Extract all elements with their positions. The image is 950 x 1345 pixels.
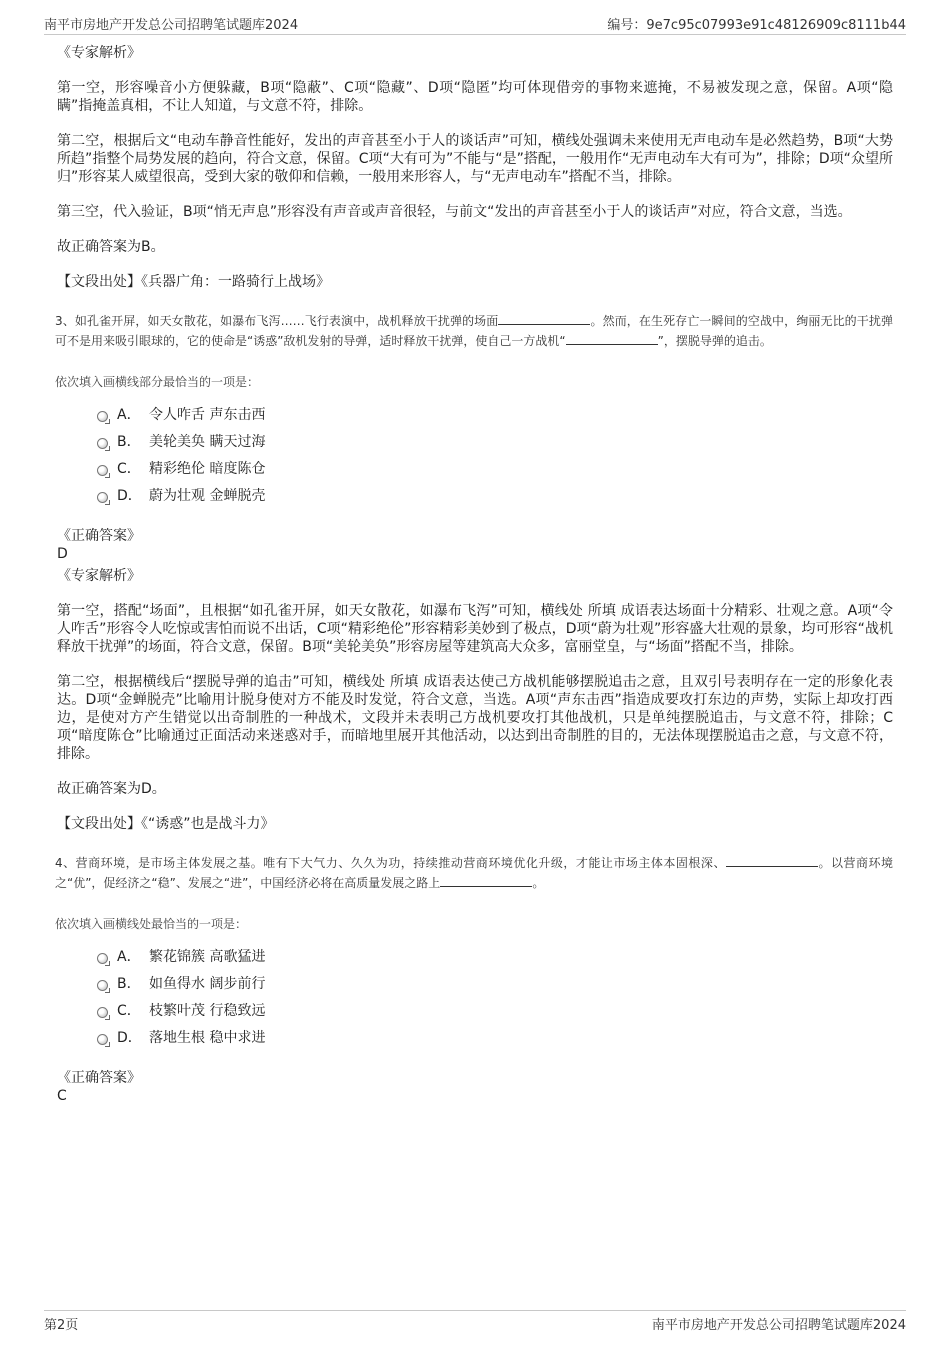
option-letter: B． [117,976,141,992]
analysis-paragraph: 第一空，形容噪音小方便躲藏，B项“隐蔽”、C项“隐藏”、D项“隐匿”均可体现借旁的事物来遮掩，不易被发现之意，保留。A项“隐瞒”指掩盖真相，不让人知道，与文意不符，排除。 [57,80,893,114]
question-instruction: 依次填入画横线部分最恰当的一项是： [55,375,260,389]
source-citation: 【文段出处】《“诱惑”也是战斗力》 [57,816,275,832]
option-c[interactable] [57,459,893,486]
option-c[interactable] [57,1001,893,1028]
radio-icon[interactable] [97,492,108,503]
question-text-part: 。然而，在生死存亡一瞬间的空战中，绚丽无比的干扰弹可不是用来吸引眼球的，它的使命是“诱惑”敌机发射的导弹，适时释放干扰弹，使自己一方战机“ [55,314,893,348]
fill-blank [498,312,590,325]
page-number: 第2页 [44,1318,79,1333]
document-body [57,44,893,1109]
header-serial-number: 编号：9e7c95c07993e91c48126909c8111b44 [607,18,906,33]
option-text: 美轮美奂 瞒天过海 [149,434,266,450]
source-citation: 【文段出处】《兵器广角：一路骑行上战场》 [57,274,330,290]
question-3-text [55,311,893,351]
option-text: 繁花锦簇 高歌猛进 [149,949,266,965]
option-d[interactable] [57,1028,893,1055]
answer-heading: 《正确答案》 [57,1070,141,1086]
option-letter: A． [117,407,141,423]
page-header [44,14,906,34]
analysis-paragraph: 第二空，根据后文“电动车静音性能好，发出的声音甚至小于人的谈话声”可知，横线处强调未来使用无声电动车是必然趋势，B项“大势所趋”指整个局势发展的趋向，符合文意，保留。C项“大有可为”不能与“是”搭配，一般用作“无声电动车大有可为”，排除；D项“众望所归”形容某人威望很高，受到大家的敬仰和信赖，一般用来形容人，与“无声电动车”搭配不当，排除。 [57,133,893,185]
option-text: 令人咋舌 声东击西 [149,407,266,423]
option-letter: D． [117,1030,142,1046]
fill-blank [566,332,658,345]
footer-title: 南平市房地产开发总公司招聘笔试题库2024 [651,1318,906,1333]
radio-icon[interactable] [97,953,108,964]
question-text-part: ”，摆脱导弹的追击。 [657,334,772,348]
fill-blank [726,854,818,867]
option-d[interactable] [57,486,893,513]
answer-conclusion: 故正确答案为B。 [57,239,165,255]
analysis-paragraph: 第三空，代入验证，B项“悄无声息”形容没有声音或声音很轻，与前文“发出的声音甚至小于人的谈话声”对应，符合文意，当选。 [57,204,852,220]
option-text: 枝繁叶茂 行稳致远 [149,1003,266,1019]
option-a[interactable] [57,947,893,974]
option-b[interactable] [57,432,893,459]
header-title: 南平市房地产开发总公司招聘笔试题库2024 [44,18,299,33]
answer-value: D [57,546,68,562]
option-text: 精彩绝伦 暗度陈仓 [149,461,266,477]
option-a[interactable] [57,405,893,432]
answer-heading: 《正确答案》 [57,528,141,544]
answer-value: C [57,1088,67,1104]
option-letter: C． [117,1003,141,1019]
radio-icon[interactable] [97,1007,108,1018]
radio-icon[interactable] [97,411,108,422]
option-b[interactable] [57,974,893,1001]
option-letter: C． [117,461,141,477]
radio-icon[interactable] [97,1034,108,1045]
option-text: 蔚为壮观 金蝉脱壳 [149,488,266,504]
question-text-part: 4、营商环境，是市场主体发展之基。唯有下大气力、久久为功，持续推动营商环境优化升级，才能让市场主体本固根深、 [55,856,726,870]
analysis-heading: 《专家解析》 [57,568,141,584]
analysis-heading: 《专家解析》 [57,45,141,61]
page-footer [44,1314,906,1334]
header-divider [44,34,906,35]
radio-icon[interactable] [97,980,108,991]
fill-blank [440,874,532,887]
question-text-part: 。 [532,876,545,890]
analysis-paragraph: 第一空，搭配“场面”，且根据“如孔雀开屏，如天女散花，如瀑布飞泻”可知，横线处 所填 成语表达场面十分精彩、壮观之意。A项“令人咋舌”形容令人吃惊或害怕而说不出话，C项“精彩绝伦”形容精彩美妙到了极点，D项“蔚为壮观”形容盛大壮观的景象，均可形容“战机释放干扰弹”的场面，符合文意，保留。B项“美轮美奂”形容房屋等建筑高大众多，富丽堂皇，与“场面”搭配不当，排除。 [57,603,893,655]
footer-divider [44,1310,906,1311]
option-letter: B． [117,434,141,450]
question-text-part: 。以营商环境之“优”，促经济之“稳”、发展之“进”，中国经济必将在高质量发展之路上 [55,856,893,890]
option-letter: A． [117,949,141,965]
radio-icon[interactable] [97,465,108,476]
option-list [57,947,893,1055]
option-letter: D． [117,488,142,504]
question-instruction: 依次填入画横线处最恰当的一项是： [55,917,248,931]
radio-icon[interactable] [97,438,108,449]
option-text: 落地生根 稳中求进 [149,1030,266,1046]
analysis-paragraph: 第二空，根据横线后“摆脱导弹的追击”可知，横线处 所填 成语表达使己方战机能够摆脱追击之意，且双引号表明存在一定的形象化表达。D项“金蝉脱壳”比喻用计脱身使对方不能及时发觉，符合文意，当选。A项“声东击西”指造成要攻打东边的声势，实际上却攻打西边，是使对方产生错觉以出奇制胜的一种战术，文段并未表明己方战机要攻打其他战机，只是单纯摆脱追击，与文意不符，排除；C项“暗度陈仓”比喻通过正面活动来迷惑对手，而暗地里展开其他活动，以达到出奇制胜的目的，无法体现摆脱追击之意，与文意不符，排除。 [57,674,893,762]
answer-conclusion: 故正确答案为D。 [57,781,166,797]
question-text-part: 3、如孔雀开屏，如天女散花，如瀑布飞泻……飞行表演中，战机释放干扰弹的场面 [55,314,499,328]
option-text: 如鱼得水 阔步前行 [149,976,266,992]
question-4-text [55,853,893,893]
option-list [57,405,893,513]
